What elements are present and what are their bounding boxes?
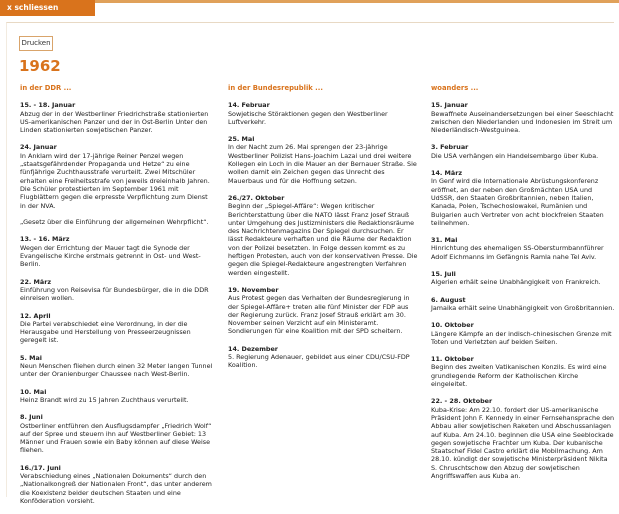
entry-date: 14. Dezember	[228, 344, 278, 353]
timeline-entry	[20, 413, 214, 454]
entry-date: 10. Mai	[20, 387, 47, 396]
entry-date: 16./17. Juni	[20, 463, 61, 472]
entry-date: 3. Februar	[431, 143, 469, 152]
entry-date: 24. Januar	[20, 143, 57, 152]
entry-text: Algerien erhält seine Unabhängigkeit von Frankreich.	[431, 278, 601, 287]
column-heading: in der DDR ...	[20, 84, 72, 92]
timeline-entry	[228, 194, 420, 277]
entry-date: 11. Oktober	[431, 355, 474, 364]
entry-text: Ostberliner entführen den Ausflugsdampfer „Friedrich Wolf“ auf der Spree und steuern ihn auf Westberliner Gebiet: 13 Männer und Frauen sowie ein Baby können auf diese Weise fliehen.	[20, 421, 212, 455]
timeline-entry	[228, 101, 420, 126]
entry-date: 13. - 16. März	[20, 235, 70, 244]
entry-text: Die Partei verabschiedet eine Verordnung, in der die Herausgabe und Herstellung von Presseerzeugnissen geregelt ist.	[20, 319, 191, 345]
entry-text: 5. Regierung Adenauer, gebildet aus einer CDU/CSU-FDP Koalition.	[228, 353, 410, 370]
entry-text: In der Nacht zum 26. Mai sprengen der 23-jährige Westberliner Polizist Hans-Joachim Lazai und drei weitere Kollegen ein Loch in die Mauer an der Bernauer Straße. Sie wollen damit ein Zeichen gegen das Unrecht des Mauerbaus und für die Hoffnung setzen.	[228, 143, 417, 185]
timeline-entry	[431, 143, 615, 160]
timeline-entry	[20, 143, 214, 226]
entry-text: In Genf wird die Internationale Abrüstungskonferenz eröffnet, an der neben den Großmächten USA und UdSSR, den Staaten Großbritannien, neben Italien, Kanada, Polen, Tschechoslowakei, Rumänien und Bulgarien auch Vertreter von acht blockfreien Staaten teilnehmen.	[431, 177, 604, 227]
entry-date: 22. - 28. Oktober	[431, 397, 493, 406]
entry-text: Beginn des zweiten Vatikanischen Konzils. Es wird eine grundlegende Reform der Katholischen Kirche eingeleitet.	[431, 363, 607, 389]
entry-text: Kuba-Krise: Am 22.10. fordert der US-amerikanische Präsident John F. Kennedy in einer Fernsehansprache den Abbau aller sowjetischen Raketen und Abschussanlagen auf Kuba. Am 24.10. beginnen die USA eine Seeblockade gegen sowjetische Frachter um Kuba. Der kubanische Staatschef Fidel Castro erklärt die Mobilmachung. Am 28.10. kündigt der sowjetische Ministerpräsident Nikita S. Chruschtschow den Abzug der sowjetischen Angriffswaffen aus Kuba an.	[431, 405, 615, 480]
column-bundesrepublik	[228, 84, 420, 379]
timeline-entry	[20, 464, 214, 505]
entry-date: 12. April	[20, 311, 51, 320]
timeline-entry	[228, 135, 420, 185]
entry-date: 15. Januar	[431, 101, 468, 110]
timeline-entry	[20, 278, 214, 303]
timeline-entry	[20, 101, 214, 134]
entry-date: 8. Juni	[20, 413, 43, 422]
timeline-entry	[431, 270, 615, 287]
timeline-entry	[228, 286, 420, 336]
timeline-entry	[228, 345, 420, 370]
entry-list	[431, 101, 615, 480]
column-woanders	[431, 84, 615, 489]
entry-date: 5. Mai	[20, 353, 42, 362]
close-link[interactable]: x schliessen	[7, 3, 59, 12]
column-ddr	[20, 84, 214, 514]
column-heading: in der Bundesrepublik ...	[228, 84, 323, 92]
column-heading: woanders ...	[431, 84, 479, 92]
entry-text: Aus Protest gegen das Verhalten der Bundesregierung in der Spiegel-Affäre+ treten alle fünf Minister der FDP aus der Regierung zurück. Franz Josef Strauß erklärt am 30. November seinen Verzicht auf ein Ministeramt. Sondierungen für eine Koalition mit der SPD scheitern.	[228, 294, 410, 336]
timeline-entry	[431, 101, 615, 134]
entry-text: Neun Menschen fliehen durch einen 32 Meter langen Tunnel unter der Oranienburger Chaussee nach West-Berlin.	[20, 362, 213, 379]
page-title: 1962	[19, 57, 61, 75]
entry-date: 22. März	[20, 277, 52, 286]
entry-text: Sowjetische Störaktionen gegen den Westberliner Luftverkehr.	[228, 109, 388, 126]
timeline-entry	[20, 235, 214, 268]
entry-date: 19. November	[228, 285, 279, 294]
entry-date: 6. August	[431, 295, 466, 304]
timeline-entry	[431, 397, 615, 480]
timeline-entry	[431, 169, 615, 227]
entry-text: Heinz Brandt wird zu 15 Jahren Zuchthaus verurteilt.	[20, 395, 189, 404]
timeline-entry	[20, 388, 214, 405]
entry-text: In Anklam wird der 17-jährige Reiner Penzel wegen „staatsgefährdender Propaganda und Hetze“ zu eine fünfjährige Zuchthausstrafe verurteilt. Zwei Mitschüler erhalten eine Freiheitsstrafe von jeweils dreieinhalb Jahren. Die Schüler protestierten im September 1961 mit Flugblättern gegen die erpresste Verpflichtung zum Dienst in der NVA. „Gesetz über die Einführung der allgemeinen Wehrpflicht“.	[20, 151, 210, 227]
top-bar	[0, 0, 619, 16]
entry-date: 14. Februar	[228, 101, 270, 110]
timeline-entry	[431, 296, 615, 313]
timeline-entry	[20, 312, 214, 345]
timeline-entry	[431, 355, 615, 388]
entry-list	[20, 101, 214, 505]
timeline-entry	[20, 354, 214, 379]
entry-text: Beginn der „Spiegel-Affäre“: Wegen kritischer Berichterstattung über die NATO lässt Franz Josef Strauß unter Umgehung des Justizministers die Redaktionsräume des Nachrichtenmagazins Der Spiegel durchsuchen. Er lässt Redakteure verhaften und die Räume der Redaktion von der Polizei besetzten. In Folge dessen kommt es zu heftigen Protesten, auch von der konservativen Presse. Die gegen die Spiegel-Redakteure angestrengten Verfahren werden eingestellt.	[228, 202, 418, 277]
entry-date: 15. - 18. Januar	[20, 101, 76, 110]
entry-text: Jamaika erhält seine Unabhängigkeit von Großbritannien.	[431, 303, 615, 312]
entry-list	[228, 101, 420, 369]
timeline-entry	[431, 321, 615, 346]
entry-text: Wegen der Errichtung der Mauer tagt die Synode der Evangelische Kirche erstmals getrennt in Ost- und West-Berlin.	[20, 243, 201, 269]
entry-text: Längere Kämpfe an der indisch-chinesischen Grenze mit Toten und Verletzten auf beiden Seiten.	[431, 329, 612, 346]
print-button[interactable]: Drucken	[19, 36, 53, 51]
entry-text: Bewaffnete Auseinandersetzungen bei einer Seeschlacht zwischen den Niederlanden und Indonesien im Streit um Niederländisch-Westguinea.	[431, 109, 614, 135]
entry-text: Die USA verhängen ein Handelsembargo über Kuba.	[431, 151, 599, 160]
entry-date: 10. Oktober	[431, 321, 474, 330]
entry-date: 31. Mai	[431, 236, 458, 245]
entry-text: Hinrichtung des ehemaligen SS-Obersturmbannführer Adolf Eichmanns im Gefängnis Ramla nahe Tel Aviv.	[431, 244, 604, 261]
entry-date: 15. Juli	[431, 270, 456, 279]
timeline-entry	[431, 236, 615, 261]
entry-date: 14. März	[431, 169, 463, 178]
entry-text: Einführung von Reisevisa für Bundesbürger, die in die DDR einreisen wollen.	[20, 285, 209, 303]
entry-date: 26./27. Oktober	[228, 193, 285, 202]
entry-text: Verabschiedung eines „Nationalen Dokuments“ durch den „Nationalkongreß der Nationalen Front“, das unter anderem die Koexistenz beider deutschen Staaten und eine Konföderation vorsieht.	[20, 471, 212, 505]
entry-text: Abzug der in der Westberliner Friedrichstraße stationierten US-amerikanischen Panzer und der in Ost-Berlin Unter den Linden stationierten sowjetischen Panzer.	[20, 109, 209, 135]
top-strip	[95, 0, 619, 3]
entry-date: 25. Mai	[228, 135, 255, 144]
